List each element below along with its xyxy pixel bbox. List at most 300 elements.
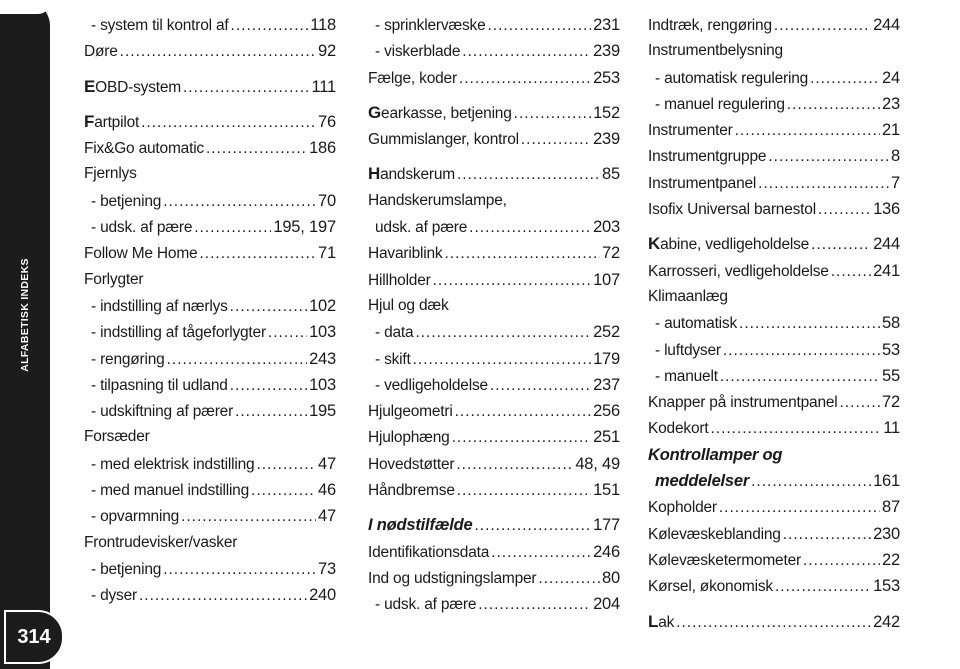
entry-page-number: 242: [873, 612, 900, 631]
index-entry: [648, 310, 900, 336]
entry-text: - opvarmning: [91, 508, 180, 526]
dot-leader: [710, 416, 881, 442]
entry-term: [84, 161, 137, 187]
dot-leader: [413, 347, 591, 373]
entry-term: [655, 364, 718, 390]
dot-leader: [774, 13, 871, 39]
entry-page-number: 241: [873, 261, 900, 280]
entry-page-number: 195: [309, 402, 336, 421]
entry-text: Kopholder: [648, 499, 717, 517]
entry-term: [655, 468, 749, 494]
index-entry: [84, 503, 336, 529]
dot-leader: [811, 232, 871, 258]
entry-text: - betjening: [91, 192, 162, 210]
entry-text: - med manuel indstilling: [91, 482, 250, 500]
entry-text: Frontrudevisker/vasker: [84, 533, 238, 551]
index-entry: [648, 363, 900, 389]
dot-leader: [457, 478, 591, 504]
dot-leader: [719, 495, 880, 521]
dot-leader: [810, 66, 880, 92]
entry-text: - data: [375, 324, 414, 342]
entry-page-number: 103: [309, 323, 336, 342]
entry-text: Handskerumslampe,: [368, 191, 507, 209]
entry-text: Hjul og dæk: [368, 296, 449, 314]
entry-term: [375, 347, 411, 373]
index-entry: [84, 293, 336, 319]
entry-term: [368, 161, 455, 188]
index-entry: [84, 451, 336, 477]
entry-text: meddelelser: [655, 472, 750, 491]
dot-leader: [163, 189, 316, 215]
index-entry: [648, 284, 900, 310]
index-entry: [648, 389, 900, 415]
entry-page-number: 53: [882, 340, 900, 359]
entry-page-number: 80: [602, 568, 620, 587]
entry-term: [648, 231, 809, 258]
entry-page-number: 246: [593, 542, 620, 561]
entry-text: - vedligeholdelse: [375, 376, 488, 394]
index-entry: [84, 372, 336, 398]
entry-text: Follow Me Home: [84, 245, 198, 263]
entry-term: [375, 215, 467, 241]
page-number-badge: [4, 610, 64, 664]
entry-term: [84, 109, 139, 136]
entry-term: [91, 13, 229, 39]
entry-page-number: 11: [883, 419, 900, 438]
entry-page-number: 92: [318, 42, 336, 61]
entry-page-number: 186: [309, 139, 336, 158]
index-entry: [648, 442, 900, 468]
dot-leader: [818, 197, 871, 223]
entry-text: Fix&Go automatic: [84, 140, 204, 158]
index-entry: [368, 398, 620, 424]
index-entry: [84, 135, 336, 161]
entry-term: [368, 268, 431, 294]
dot-leader: [514, 101, 591, 127]
entry-term: [375, 373, 488, 399]
index-entry: [648, 143, 900, 169]
index-entry: [648, 494, 900, 520]
entry-page-number: 102: [309, 296, 336, 315]
entry-page-number: 72: [882, 393, 900, 412]
entry-page-number: 46: [318, 481, 336, 500]
entry-page-number: 58: [882, 314, 900, 333]
entry-term: [648, 171, 756, 197]
entry-page-number: 71: [318, 244, 336, 263]
entry-text: - betjening: [91, 560, 162, 578]
entry-page-number: 118: [310, 16, 336, 34]
entry-term: [648, 548, 801, 574]
dot-leader: [181, 504, 316, 530]
index-entry: [84, 12, 336, 38]
entry-term: [648, 390, 838, 416]
entry-text: Instrumentgruppe: [648, 148, 767, 166]
entry-page-number: 136: [873, 200, 900, 219]
entry-text: Fjernlys: [84, 165, 137, 183]
entry-initial-letter: F: [84, 111, 95, 131]
index-entry: [368, 214, 620, 240]
index-entry: [648, 38, 900, 64]
index-entry: [648, 12, 900, 38]
entry-text: artpilot: [94, 113, 140, 131]
entry-text: - manuel regulering: [655, 95, 785, 113]
dot-leader: [462, 39, 591, 65]
index-entry: [368, 267, 620, 293]
index-entry: [368, 512, 620, 538]
entry-text: - rengøring: [91, 350, 165, 368]
entry-text: Døre: [84, 43, 118, 61]
entry-term: [648, 118, 733, 144]
index-entry: [648, 468, 900, 494]
entry-text: Forlygter: [84, 270, 144, 288]
entry-text: Fælge, koder: [368, 69, 457, 87]
entry-term: [91, 399, 233, 425]
dot-leader: [676, 610, 871, 636]
entry-page-number: 72: [602, 244, 620, 263]
entry-term: [655, 338, 721, 364]
dot-leader: [758, 171, 889, 197]
index-entry: [84, 161, 336, 187]
dot-leader: [488, 13, 592, 39]
entry-page-number: 23: [882, 94, 900, 113]
entry-term: [91, 215, 192, 241]
entry-page-number: 85: [602, 165, 620, 184]
dot-leader: [444, 241, 600, 267]
entry-text: Identifikationsdata: [368, 543, 490, 561]
entry-term: [648, 416, 708, 442]
index-entry: [368, 161, 620, 187]
dot-leader: [199, 241, 316, 267]
section-label: ALFABETISK INDEKS: [19, 258, 31, 372]
entry-text: - sprinklervæske: [375, 17, 486, 34]
index-entry: [368, 293, 620, 319]
entry-term: [655, 66, 808, 92]
entry-term: [368, 188, 507, 214]
dot-leader: [230, 294, 307, 320]
dot-leader: [235, 399, 307, 425]
entry-text: ak: [658, 613, 675, 631]
entry-page-number: 70: [318, 191, 336, 210]
entry-term: [84, 136, 204, 162]
entry-page-number: 48, 49: [575, 454, 620, 473]
entry-page-number: 195, 197: [273, 218, 336, 237]
entry-page-number: 103: [309, 375, 336, 394]
entry-term: [648, 574, 773, 600]
entry-term: [368, 399, 453, 425]
entry-term: [91, 452, 254, 478]
index-entry: [368, 424, 620, 450]
entry-text: Forsæder: [84, 428, 150, 446]
index-column-2: [368, 12, 620, 618]
entry-page-number: 239: [593, 42, 620, 61]
entry-text: earkasse, betjening: [381, 104, 512, 122]
entry-term: [368, 540, 489, 566]
entry-term: [91, 583, 137, 609]
entry-term: [655, 311, 737, 337]
entry-term: [648, 38, 783, 64]
dot-leader: [751, 469, 871, 495]
entry-initial-letter: G: [368, 102, 382, 122]
entry-initial-letter: E: [84, 76, 96, 96]
entry-term: [91, 189, 161, 215]
entry-page-number: 251: [593, 428, 620, 447]
entry-term: [84, 530, 237, 556]
dot-leader: [433, 268, 591, 294]
entry-page-number: 73: [318, 559, 336, 578]
entry-term: [368, 100, 512, 127]
entry-text: Kodekort: [648, 420, 709, 438]
entry-text: Kølevæskeblanding: [648, 525, 781, 543]
entry-text: Isofix Universal barnestol: [648, 201, 816, 219]
entry-text: Hjulophæng: [368, 429, 450, 447]
entry-term: [84, 267, 143, 293]
index-entry: [648, 117, 900, 143]
dot-leader: [491, 540, 591, 566]
dot-leader: [194, 215, 271, 241]
entry-page-number: 22: [882, 550, 900, 569]
dot-leader: [455, 399, 591, 425]
entry-text: Instrumenter: [648, 122, 733, 140]
entry-page-number: 240: [309, 586, 336, 605]
entry-page-number: 107: [593, 270, 620, 289]
entry-term: [648, 144, 766, 170]
entry-page-number: 231: [593, 16, 620, 34]
entry-term: [375, 39, 460, 65]
entry-text: OBD-system: [95, 78, 181, 96]
dot-leader: [735, 118, 880, 144]
entry-page-number: 8: [891, 147, 900, 166]
entry-page-number: 244: [873, 235, 900, 254]
index-entry: [84, 346, 336, 372]
entry-text: Hovedstøtter: [368, 455, 455, 473]
entry-term: [655, 92, 785, 118]
entry-term: [84, 39, 118, 65]
entry-text: - indstilling af tågeforlygter: [91, 324, 266, 342]
dot-leader: [720, 364, 880, 390]
entry-term: [375, 320, 413, 346]
dot-leader: [456, 452, 573, 478]
index-entry: [84, 530, 336, 556]
entry-page-number: 243: [309, 349, 336, 368]
entry-term: [648, 284, 728, 310]
dot-leader: [478, 592, 591, 618]
entry-page-number: 252: [593, 323, 620, 342]
dot-leader: [459, 66, 591, 92]
entry-text: Gummislanger, kontrol: [368, 131, 519, 149]
dot-leader: [206, 136, 307, 162]
index-entry: [84, 424, 336, 450]
index-entry: [368, 591, 620, 617]
index-column-3: [648, 12, 900, 635]
index-entry: [648, 231, 900, 257]
entry-page-number: 153: [873, 577, 900, 596]
index-entry: [368, 240, 620, 266]
entry-page-number: 253: [593, 68, 620, 87]
index-entry: [648, 521, 900, 547]
entry-term: [375, 13, 486, 39]
entry-text: Hillholder: [368, 271, 431, 289]
entry-text: - system til kontrol af: [91, 17, 229, 34]
dot-leader: [783, 522, 871, 548]
entry-text: Klimaanlæg: [648, 287, 728, 305]
entry-page-number: 76: [318, 112, 336, 131]
entry-term: [84, 241, 197, 267]
dot-leader: [474, 513, 591, 539]
dot-leader: [167, 347, 307, 373]
entry-text: Kølevæsketermometer: [648, 551, 801, 569]
dot-leader: [490, 373, 591, 399]
entry-term: [91, 373, 228, 399]
dot-leader: [803, 548, 880, 574]
index-entry: [84, 240, 336, 266]
entry-text: abine, vedligeholdelse: [660, 236, 810, 254]
index-entry: [648, 337, 900, 363]
entry-text: - udsk. af pære: [375, 596, 477, 614]
entry-term: [368, 566, 536, 592]
entry-term: [91, 504, 179, 530]
dot-leader: [840, 390, 881, 416]
entry-text: udsk. af pære: [375, 219, 468, 237]
index-entry: [648, 547, 900, 573]
index-entry: [84, 319, 336, 345]
entry-text: Instrumentpanel: [648, 174, 757, 192]
entry-text: - udsk. af pære: [91, 219, 193, 237]
entry-text: - udskiftning af pærer: [91, 403, 234, 421]
dot-leader: [469, 215, 591, 241]
entry-term: [648, 495, 717, 521]
dot-leader: [139, 583, 307, 609]
entry-term: [91, 478, 249, 504]
entry-text: - tilpasning til udland: [91, 376, 228, 394]
index-entry: [648, 65, 900, 91]
entry-term: [648, 13, 772, 39]
index-entry: [648, 258, 900, 284]
entry-term: [648, 442, 782, 468]
entry-text: - automatisk regulering: [655, 69, 809, 87]
dot-leader: [231, 13, 309, 39]
index-entry: [648, 609, 900, 635]
entry-initial-letter: L: [648, 611, 659, 631]
entry-term: [368, 478, 455, 504]
index-entry: [648, 573, 900, 599]
dot-leader: [775, 574, 871, 600]
entry-page-number: 177: [593, 516, 620, 535]
entry-text: Håndbremse: [368, 482, 455, 500]
dot-leader: [163, 557, 316, 583]
entry-page-number: 152: [593, 103, 620, 122]
entry-page-number: 179: [593, 349, 620, 368]
index-entry: [368, 126, 620, 152]
sidebar: [0, 0, 50, 669]
index-entry: [84, 38, 336, 64]
index-entry: [84, 188, 336, 214]
index-entry: [368, 346, 620, 372]
index-entry: [84, 556, 336, 582]
entry-text: - skift: [375, 350, 411, 368]
page-number: 314: [17, 625, 51, 648]
entry-text: - viskerblade: [375, 43, 461, 61]
index-entry: [368, 100, 620, 126]
dot-leader: [230, 373, 307, 399]
index-entry: [648, 196, 900, 222]
entry-text: Karrosseri, vedligeholdelse: [648, 262, 829, 280]
dot-leader: [457, 162, 600, 188]
entry-text: - luftdyser: [655, 341, 721, 359]
entry-page-number: 244: [873, 16, 900, 34]
entry-text: - indstilling af nærlys: [91, 297, 228, 315]
entry-initial-letter: K: [648, 234, 661, 254]
index-entry: [368, 477, 620, 503]
entry-page-number: 47: [318, 454, 336, 473]
entry-page-number: 161: [873, 472, 900, 491]
entry-text: Kørsel, økonomisk: [648, 578, 773, 596]
index-entry: [368, 65, 620, 91]
entry-term: [368, 293, 449, 319]
index-entry: [368, 319, 620, 345]
index-entry: [368, 38, 620, 64]
entry-term: [84, 424, 150, 450]
entry-term: [648, 522, 781, 548]
dot-leader: [268, 320, 307, 346]
entry-term: [91, 294, 228, 320]
index-entry: [84, 477, 336, 503]
index-entry: [648, 415, 900, 441]
entry-page-number: 230: [873, 524, 900, 543]
entry-text: Havariblink: [368, 245, 443, 263]
index-entry: [648, 91, 900, 117]
entry-term: [368, 127, 519, 153]
index-entry: [368, 188, 620, 214]
dot-leader: [787, 92, 880, 118]
sidebar-notch: [0, 0, 50, 14]
index-column-1: [84, 12, 336, 609]
entry-term: [368, 425, 450, 451]
entry-term: [368, 66, 457, 92]
dot-leader: [183, 75, 310, 101]
entry-term: [648, 197, 816, 223]
entry-page-number: 237: [593, 375, 620, 394]
entry-term: [648, 609, 674, 636]
entry-text: - manuelt: [655, 367, 718, 385]
entry-page-number: 204: [593, 595, 620, 614]
dot-leader: [723, 338, 880, 364]
index-entry: [368, 12, 620, 38]
entry-term: [91, 557, 161, 583]
dot-leader: [251, 478, 316, 504]
dot-leader: [415, 320, 591, 346]
entry-term: [91, 320, 266, 346]
entry-text: - med elektrisk indstilling: [91, 455, 255, 473]
dot-leader: [768, 144, 889, 170]
entry-text: Knapper på instrumentpanel: [648, 394, 838, 412]
index-entry: [368, 565, 620, 591]
index-entry: [84, 267, 336, 293]
entry-text: Ind og udstigningslamper: [368, 569, 537, 587]
index-entry: [368, 451, 620, 477]
entry-term: [368, 512, 472, 538]
entry-text: Hjulgeometri: [368, 403, 453, 421]
entry-page-number: 7: [891, 173, 900, 192]
entry-page-number: 239: [593, 130, 620, 149]
dot-leader: [739, 311, 880, 337]
entry-term: [648, 259, 829, 285]
dot-leader: [831, 259, 871, 285]
index-entry: [84, 398, 336, 424]
entry-page-number: 203: [593, 218, 620, 237]
entry-text: Instrumentbelysning: [648, 42, 783, 60]
entry-text: - automatisk: [655, 315, 738, 333]
dot-leader: [120, 39, 316, 65]
